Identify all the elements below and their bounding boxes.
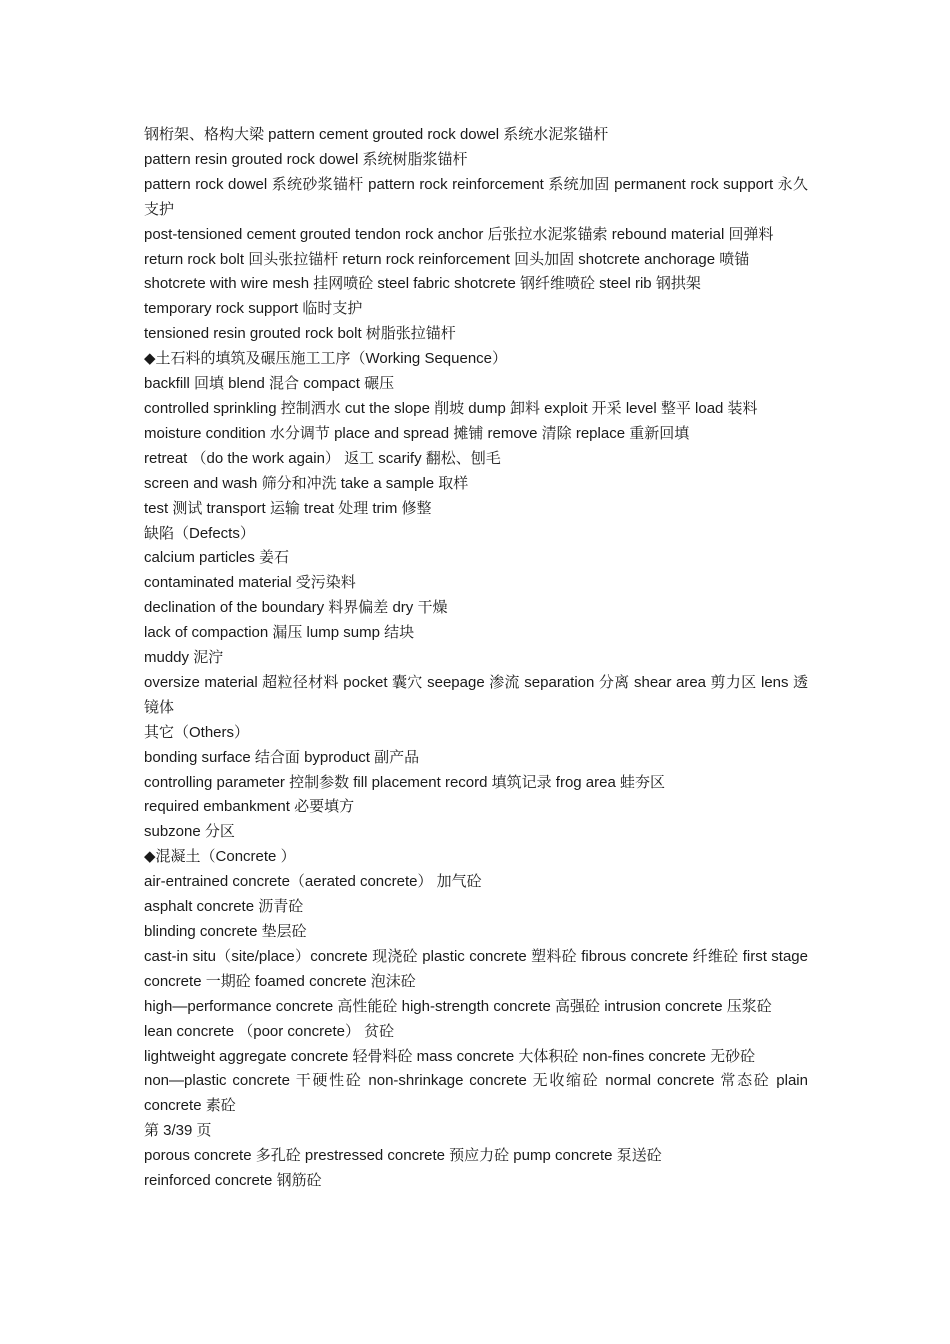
document-page (144, 123, 808, 1194)
text-line: porous concrete 多孔砼 prestressed concrete 预应力砼 pump concrete 泵送砼 (144, 1147, 662, 1165)
page-number: 第 3/39 页 (144, 1122, 212, 1140)
text-line: oversize material 超粒径材料 pocket 囊穴 seepage 渗流 separation 分离 shear area 剪力区 lens 透镜体 (144, 673, 808, 716)
text-line: subzone 分区 (144, 823, 235, 841)
text-line: cast-in situ（site/place）concrete 现浇砼 plastic concrete 塑料砼 fibrous concrete 纤维砼 first stage concrete 一期砼 foamed concrete 泡沫砼 (144, 947, 808, 990)
text-line: lack of compaction 漏压 lump sump 结块 (144, 624, 415, 642)
text-line: screen and wash 筛分和冲洗 take a sample 取样 (144, 474, 469, 492)
subsection-heading: 其它（Others） (144, 723, 250, 741)
subsection-heading: 缺陷（Defects） (144, 524, 255, 542)
text-line: required embankment 必要填方 (144, 798, 355, 816)
text-line: backfill 回填 blend 混合 compact 碾压 (144, 375, 395, 393)
text-line: pattern rock dowel 系统砂浆锚杆 pattern rock reinforcement 系统加固 permanent rock support 永久支护 (144, 175, 808, 218)
text-line: controlling parameter 控制参数 fill placement record 填筑记录 frog area 蛙夯区 (144, 773, 666, 791)
text-line: controlled sprinkling 控制洒水 cut the slope 削坡 dump 卸料 exploit 开采 level 整平 load 装料 (144, 399, 758, 417)
text-line: lean concrete （poor concrete） 贫砼 (144, 1022, 395, 1040)
text-line: 钢桁架、格构大梁 pattern cement grouted rock dowel 系统水泥浆锚杆 (144, 126, 609, 143)
text-line: air-entrained concrete（aerated concrete） 加气砼 (144, 873, 482, 891)
text-line: blinding concrete 垫层砼 (144, 923, 307, 940)
text-line: high—performance concrete 高性能砼 high-strength concrete 高强砼 intrusion concrete 压浆砼 (144, 997, 772, 1015)
section-heading: ◆土石料的填筑及碾压施工工序（Working Sequence） (144, 350, 508, 368)
text-line: declination of the boundary 料界偏差 dry 干燥 (144, 599, 448, 617)
text-line: retreat （do the work again） 返工 scarify 翻松、刨毛 (144, 449, 501, 467)
text-line: tensioned resin grouted rock bolt 树脂张拉锚杆 (144, 325, 456, 343)
text-line: muddy 泥泞 (144, 649, 224, 667)
text-line: post-tensioned cement grouted tendon rock anchor 后张拉水泥浆锚索 rebound material 回弹料 (144, 225, 774, 243)
section-heading: ◆混凝土（Concrete ） (144, 848, 296, 866)
text-line: pattern resin grouted rock dowel 系统树脂浆锚杆 (144, 150, 468, 168)
text-line: lightweight aggregate concrete 轻骨料砼 mass concrete 大体积砼 non-fines concrete 无砂砼 (144, 1047, 756, 1065)
text-line: bonding surface 结合面 byproduct 副产品 (144, 748, 420, 766)
text-line: calcium particles 姜石 (144, 549, 290, 567)
text-line: reinforced concrete 钢筋砼 (144, 1172, 322, 1190)
text-line: test 测试 transport 运输 treat 处理 trim 修整 (144, 499, 432, 517)
text-line: moisture condition 水分调节 place and spread 摊铺 remove 清除 replace 重新回填 (144, 424, 690, 442)
text-line: non—plastic concrete 干硬性砼 non-shrinkage concrete 无收缩砼 normal concrete 常态砼 plain concrete 素砼 (144, 1072, 808, 1115)
text-line: temporary rock support 临时支护 (144, 300, 363, 318)
text-line: return rock bolt 回头张拉锚杆 return rock reinforcement 回头加固 shotcrete anchorage 喷锚 (144, 250, 750, 268)
text-line: asphalt concrete 沥青砼 (144, 898, 304, 916)
text-line: contaminated material 受污染料 (144, 574, 356, 592)
text-line: shotcrete with wire mesh 挂网喷砼 steel fabric shotcrete 钢纤维喷砼 steel rib 钢拱架 (144, 275, 701, 293)
